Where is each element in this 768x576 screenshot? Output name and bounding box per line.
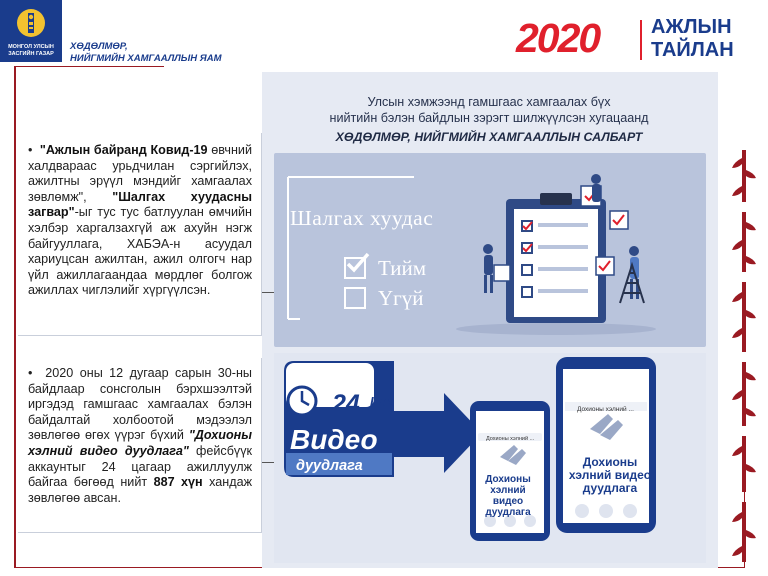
checkmark-icon xyxy=(343,250,373,276)
video-hours-unit: Цаг xyxy=(370,394,394,409)
video-word: Видео xyxy=(290,424,378,455)
frame-line-left xyxy=(14,66,16,568)
checklist-card xyxy=(274,153,706,347)
header-divider xyxy=(640,20,642,60)
phone-small-title: Дохионы хэлний видео дуудлага xyxy=(485,474,531,518)
phone-small-account: Дохионы хэлний ... xyxy=(486,436,535,442)
panel-heading: Улсын хэмжээнд гамшгаас хамгаалах бүх нийтийн бэлэн байдлын зэрэгт шилжүүлсэн хугацаанд xyxy=(329,95,649,125)
panel-heading-bold: ХӨДӨЛМӨР, НИЙГМИЙН ХАМГААЛЛЫН САЛБАРТ xyxy=(335,130,643,144)
phone-large-title: Дохионы хэлний видео дуудлага xyxy=(568,455,652,495)
option-no-label: Үгүй xyxy=(378,286,424,310)
paragraph-video-call: • 2020 оны 12 дугаар сарын 30-ны байдлаар сонсголын бэрхшээлтэй иргэдэд гамшгаас хамгаалах бэлэн байдалтай холбоотой мэдээлэл зөвлөгөө өгөх үүрэг бүхий "Дохионы хэлний видео дуудлага" фейсбүүк аккаунтыг 24 цагаар ажиллуулж байгаа бөгөөд нийт 887 хүн хандаж зөвлөгөө авсан. xyxy=(28,366,253,505)
report-title: АЖЛЫН ТАЙЛАН xyxy=(651,16,734,61)
government-logo xyxy=(0,0,62,62)
phone-large-account: Дохионы хэлний ... xyxy=(577,406,634,413)
video-call-word: дуудлага xyxy=(296,458,363,474)
government-caption: МОНГОЛ УЛСЫН ЗАСГИЙН ГАЗАР xyxy=(8,44,54,57)
checklist-title: Шалгах хуудас xyxy=(290,206,434,230)
mongolian-script-banner xyxy=(728,150,760,565)
video-hours: 24 xyxy=(332,390,360,418)
paragraph-checklist: • "Ажлын байранд Ковид-19 өвчний халдвараас урьдчилан сэргийлэх, ажилтны эрүүл мэндийг хамгаалах зөвлөмж", "Шалгах хуудасны загвар"-ыг тус тус батлуулан өмчийн хэлбэр харгалзахгүй аж ахуйн нэгж байгууллага, ХАБЭА-н асуудал хариуцсан ажилтан, ажил олгогч нар үйл ажиллагаандаа мөрдлөг болгож ажиллах чиглэлийг хүргүүлсэн. xyxy=(28,143,252,298)
ministry-name: ХӨДӨЛМӨР, НИЙГМИЙН ХАМГААЛЛЫН ЯАМ xyxy=(70,41,222,64)
checkbox-no xyxy=(344,287,366,309)
frame-line-top xyxy=(14,66,164,67)
checklist-illustration xyxy=(274,153,706,347)
report-year: 2020 xyxy=(516,15,600,61)
option-yes-label: Тийм xyxy=(378,256,427,280)
soyombo-emblem-icon xyxy=(16,8,46,38)
